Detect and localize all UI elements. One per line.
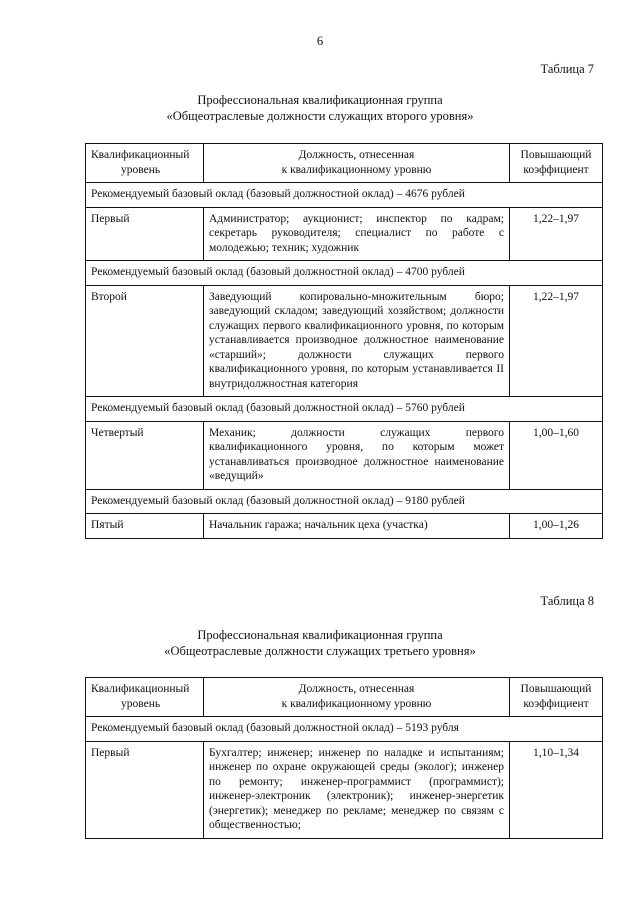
table-7 xyxy=(85,143,603,539)
header-coefficient xyxy=(510,678,603,717)
header-level-line-2: уровень xyxy=(121,697,161,710)
page-number: 6 xyxy=(316,34,324,48)
header-position xyxy=(204,678,510,717)
table-7-header-row xyxy=(86,144,603,183)
table-7-title-line-1: Профессиональная квалификационная группа xyxy=(197,93,443,107)
table-8-title-line-1: Профессиональная квалификационная группа xyxy=(197,628,443,642)
table-8-label: Таблица 8 xyxy=(540,594,594,608)
level-cell: Первый xyxy=(86,207,204,261)
header-coefficient-line-2: коэффициент xyxy=(523,697,589,710)
header-coefficient-line-1: Повышающий xyxy=(520,683,592,695)
header-level xyxy=(86,144,204,183)
header-position-line-2: к квалификационному уровню xyxy=(281,697,432,710)
level-cell: Первый xyxy=(86,741,204,838)
header-position-line-1: Должность, отнесенная xyxy=(298,683,415,695)
table-row xyxy=(86,514,603,539)
positions-cell: Администратор; аукционист; инспектор по кадрам; секретарь руководителя; специалист по работе с молодежью; техник; художник xyxy=(204,207,510,261)
level-cell: Четвертый xyxy=(86,421,204,489)
coefficient-cell: 1,10–1,34 xyxy=(510,741,603,838)
table-8 xyxy=(85,677,603,839)
level-cell: Второй xyxy=(86,285,204,397)
positions-cell: Заведующий копировально-множительным бюро; заведующий складом; заведующий хозяйством; должности служащих первого квалификационного уровня, по которым устанавливается производное должностное наименование «старший»; должности служащих первого квалификационного уровня, по которым устанавливается II внутридолжностная категория xyxy=(204,285,510,397)
table-8-header-row xyxy=(86,678,603,717)
salary-row xyxy=(86,397,603,422)
header-coefficient-line-1: Повышающий xyxy=(520,149,592,161)
coefficient-cell: 1,00–1,26 xyxy=(510,514,603,539)
table-8-title-line-2: «Общеотраслевые должности служащих третьего уровня» xyxy=(164,644,476,658)
coefficient-cell: 1,22–1,97 xyxy=(510,285,603,397)
salary-text: Рекомендуемый базовый оклад (базовый должностной оклад) – 5193 рубля xyxy=(86,717,603,742)
salary-text: Рекомендуемый базовый оклад (базовый должностной оклад) – 4700 рублей xyxy=(86,261,603,286)
positions-cell: Бухгалтер; инженер; инженер по наладке и испытаниям; инженер по охране окружающей среды (эколог); инженер по ремонту; инженер-программист (программист); инженер-электроник (электроник); инженер-энергетик (энергетик); менеджер по рекламе; менеджер по связям с общественностью; xyxy=(204,741,510,838)
salary-row xyxy=(86,489,603,514)
header-position xyxy=(204,144,510,183)
table-row xyxy=(86,285,603,397)
level-cell: Пятый xyxy=(86,514,204,539)
salary-text: Рекомендуемый базовый оклад (базовый должностной оклад) – 9180 рублей xyxy=(86,489,603,514)
table-row xyxy=(86,207,603,261)
positions-cell: Механик; должности служащих первого квалификационного уровня, по которым может устанавливаться производное должностное наименование «ведущий» xyxy=(204,421,510,489)
header-coefficient-line-2: коэффициент xyxy=(523,163,589,176)
header-position-line-2: к квалификационному уровню xyxy=(281,163,432,176)
table-7-title xyxy=(0,92,640,124)
table-row xyxy=(86,741,603,838)
salary-text: Рекомендуемый базовый оклад (базовый должностной оклад) – 5760 рублей xyxy=(86,397,603,422)
header-level-line-1: Квалификационный xyxy=(91,683,190,695)
coefficient-cell: 1,22–1,97 xyxy=(510,207,603,261)
salary-row xyxy=(86,183,603,208)
salary-row xyxy=(86,261,603,286)
header-level-line-1: Квалификационный xyxy=(91,149,190,161)
table-7-label: Таблица 7 xyxy=(540,62,594,76)
header-coefficient xyxy=(510,144,603,183)
header-level xyxy=(86,678,204,717)
salary-row xyxy=(86,717,603,742)
positions-cell: Начальник гаража; начальник цеха (участка) xyxy=(204,514,510,539)
salary-text: Рекомендуемый базовый оклад (базовый должностной оклад) – 4676 рублей xyxy=(86,183,603,208)
table-row xyxy=(86,421,603,489)
coefficient-cell: 1,00–1,60 xyxy=(510,421,603,489)
table-7-title-line-2: «Общеотраслевые должности служащих второго уровня» xyxy=(166,109,474,123)
table-8-title xyxy=(0,627,640,659)
header-level-line-2: уровень xyxy=(121,163,161,176)
header-position-line-1: Должность, отнесенная xyxy=(298,149,415,161)
